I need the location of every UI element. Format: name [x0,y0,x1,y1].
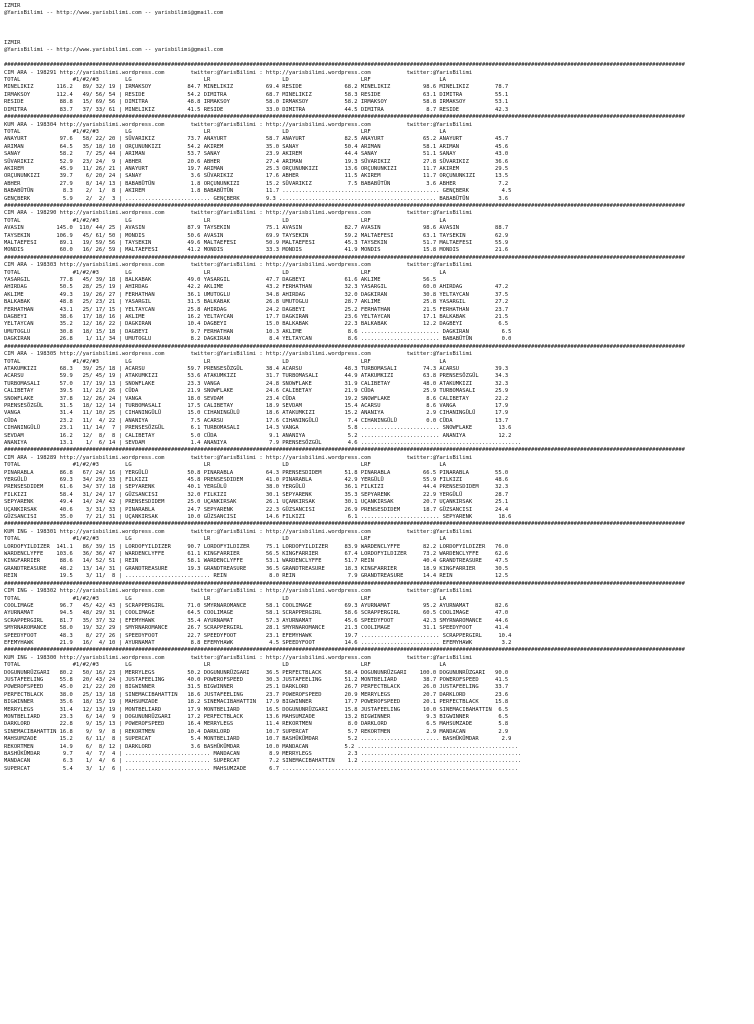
column-headers: TOTAL #1/#2/#3 LG LR LD LRF LA [4,462,446,469]
result-row: AKLIME 49.3 19/ 26/ 27 | FERHATHAN 36.1 UMUTOGLU 34.8 AHIRDAG 32.0 DAGKIRAN 30.8 YELTAYCAN 37.5 [4,291,509,298]
result-row: SMYRNAROMANCE 58.0 19/ 32/ 29 | SMYRNAROMANCE 26.7 SCRAPPERGIRL 28.1 SMYRNAROMANCE 21.3 COOLIMAGE 31.1 SPEEDYFOOT 41.4 [4,625,509,632]
result-row: ANAYURT 97.6 58/ 22/ 20 | SÜVARIKIZ 73.7 ANAYURT 58.7 ANAYURT 82.5 ANAYURT 65.2 ANAYURT 45.7 [4,136,509,143]
result-row: WARDENCLYFFE 103.6 36/ 36/ 47 | WARDENCLYFFE 61.1 KINGFARRIER 56.5 KINGFARRIER 67.4 LORDOFYILDIZER 73.2 WARDENCLYFFE 62.6 [4,551,509,558]
result-row: BIGWINNER 35.6 18/ 15/ 19 | MAHSUMZADE 18.2 SINEMACIBAHATTIN 17.9 BIGWINNER 17.7 POWEROFSPEED 20.1 PERFECTBLACK 15.8 [4,699,509,706]
race-title: CIM ARA - 198290 http://yarisbilimi.wordpress.com twitter:@YarisBilimi : http://yarisbilimi.wordpress.com twitter:@YarisBilimi [4,210,473,217]
result-row: UMUTOGLU 30.8 18/ 15/ 18 | DAGBEYI 9.7 FERHATHAN 10.3 AKLIME 8.6 ........................ DAGKIRAN 6.5 [4,328,512,335]
result-row: PRENSESDIDEM 61.6 34/ 37/ 18 | SEPYARENK 40.1 YERGÜLÜ 38.0 YERGÜLÜ 36.1 FILKIZI 44.4 PRENSESDIDEM 32.3 [4,484,509,491]
header-line [4,55,754,62]
column-headers: TOTAL #1/#2/#3 LG LR LD LRF LA [4,595,446,602]
result-row: SANAY 58.2 7/ 25/ 44 | ARIMAN 53.7 SANAY 23.9 AKIREM 44.4 SANAY 51.1 SANAY 43.0 [4,151,509,158]
result-row: FERHATHAN 43.1 25/ 17/ 15 | YELTAYCAN 25.8 AHIRDAG 24.2 DAGBEYI 25.2 FERHATHAN 21.5 FERHATHAN 23.7 [4,306,509,313]
race-title: CIM ARA - 198289 http://yarisbilimi.wordpress.com twitter:@YarisBilimi : http://yarisbilimi.wordpress.com twitter:@YarisBilimi [4,454,473,461]
result-row: AKIREM 45.9 11/ 26/ 21 | ANAYURT 19.7 ARIMAN 25.3 ORÇUNUNKIZI 13.6 ORÇUNUNKIZI 11.7 AKIREM 29.5 [4,165,509,172]
column-headers: TOTAL #1/#2/#3 LG LR LD LRF LA [4,217,446,224]
separator-line: ################################################################################################################################################################################################################ [4,114,685,121]
result-row: PINARABLA 86.8 67/ 24/ 16 | YERGÜLÜ 50.8 PINARABLA 64.3 PRENSESDIDEM 51.8 PINARABLA 66.5 PINARABLA 55.0 [4,469,509,476]
header-line [4,18,754,25]
result-row: EFEMYHAWK 21.9 16/ 4/ 10 | AYURNAMAT 8.8 EFEMYHAWK 4.5 SPEEDYFOOT 14.6 ........................ EFEMYHAWK 3.2 [4,639,512,646]
header-line [4,25,754,32]
header-line: IZMIR [4,40,21,47]
result-row: BASHÜKÜMDAR 9.7 4/ 7/ 4 | .......................... MANDACAN 8.9 MERRYLEGS 2.3 ................................................. [4,751,522,758]
result-row: JUSTAFEELING 55.8 20/ 43/ 24 | JUSTAFEELING 40.0 POWEROFSPEED 30.3 JUSTAFEELING 51.2 MONTBELIARD 38.7 POWEROFSPEED 41.5 [4,676,509,683]
result-row: YELTAYCAN 35.2 12/ 16/ 22 | DAGKIRAN 10.4 DAGBEYI 15.0 BALKABAK 22.3 BALKABAK 12.2 DAGBEYI 6.5 [4,321,509,328]
result-row: CALIBETAY 39.5 11/ 21/ 26 | CÜDA 21.9 SNOWFLAKE 24.6 CALIBETAY 21.9 CÜDA 25.9 TURBOMASALI 25.9 [4,388,509,395]
result-row: SCRAPPERGIRL 81.7 35/ 37/ 32 | EFEMYHAWK 35.4 AYURNAMAT 57.3 AYURNAMAT 45.6 SPEEDYFOOT 42.3 SMYRNAROMANCE 44.6 [4,617,509,624]
column-headers: TOTAL #1/#2/#3 LG LR LD LRF LA [4,662,446,669]
result-row: DARKLORD 22.8 9/ 15/ 13 | POWEROFSPEED 16.4 MERRYLEGS 11.4 REKORTMEN 8.0 DARKLORD 6.5 MAHSUMZADE 5.8 [4,721,509,728]
result-row: UÇANKIRSAK 40.6 3/ 31/ 33 | PINARABLA 24.7 SEPYARENK 22.3 GÜZSANCISI 26.9 PRENSESDIDEM 18.7 GÜZSANCISI 24.4 [4,506,509,513]
result-row: TAYSEKIN 106.9 45/ 61/ 50 | MONDIS 50.6 AVASIN 69.9 TAYSEKIN 59.2 MALTAEFESI 63.1 TAYSEKIN 62.9 [4,232,509,239]
race-title: CIM ARA - 198303 http://yarisbilimi.wordpress.com twitter:@YarisBilimi : http://yarisbilimi.wordpress.com twitter:@YarisBilimi [4,262,473,269]
result-row: ABHER 27.9 8/ 14/ 13 | BABABÜTÜN 1.8 ORÇUNUNKIZI 15.2 SÜVARIKIZ 7.5 BABABÜTÜN 3.6 ABHER 7.2 [4,180,509,187]
header-line [4,33,754,40]
result-row: BABABÜTÜN 8.3 2/ 1/ 8 | AKIREM 1.8 BABABÜTÜN 11.7 ................................................ GENÇBERK 4.5 [4,188,512,195]
race-title: CIM ARA - 198305 http://yarisbilimi.wordpress.com twitter:@YarisBilimi : http://yarisbilimi.wordpress.com twitter:@YarisBilimi [4,351,473,358]
result-row: SÜVARIKIZ 52.9 23/ 24/ 9 | ABHER 20.6 ABHER 27.4 ARIMAN 19.3 SÜVARIKIZ 27.8 SÜVARIKIZ 36.6 [4,158,509,165]
result-row: MAHSUMZADE 15.2 6/ 11/ 8 | SUPERCAT 5.4 MONTBELIARD 10.7 BASHÜKÜMDAR 5.2 ........................ BASHÜKÜMDAR 2.9 [4,736,512,743]
race-title: KUM ING - 198300 http://yarisbilimi.wordpress.com twitter:@YarisBilimi : http://yarisbilimi.wordpress.com twitter:@YarisBilimi [4,654,473,661]
result-row: SINEMACIBAHATTIN 16.8 9/ 9/ 8 | REKORTMEN 10.4 DARKLORD 10.7 SUPERCAT 5.7 REKORTMEN 2.9 MANDACAN 2.9 [4,728,509,735]
result-row: CIHANINGÜLÜ 23.1 11/ 14/ 7 | PRENSESÖZGÜL 6.1 TURBOMASALI 14.3 VANGA 5.8 ........................ SNOWFLAKE 13.6 [4,425,512,432]
result-row: DIMITRA 83.7 37/ 33/ 61 | MINELIKIZ 41.5 RESIDE 33.0 DIMITRA 44.5 DIMITRA 8.7 RESIDE 42.3 [4,106,509,113]
result-row: DAGBEYI 38.6 17/ 18/ 16 | AKLIME 16.2 YELTAYCAN 17.7 DAGKIRAN 23.6 YELTAYCAN 17.1 BALKABAK 21.5 [4,314,509,321]
result-row: GRANDTREASURE 48.2 13/ 14/ 31 | GRANDTREASURE 19.3 GRANDTREASURE 36.5 GRANDTREASURE 18.3 KINGFARRIER 18.9 KINGFARRIER 30.5 [4,565,509,572]
result-row: PERFECTBLACK 38.0 25/ 13/ 18 | SINEMACIBAHATTIN 18.6 JUSTAFEELING 23.7 POWEROFSPEED 20.9 MERRYLEGS 20.7 DARKLORD 23.6 [4,691,509,698]
result-row: SUPERCAT 5.4 3/ 1/ 6 | .......................... MAHSUMZADE 6.7 ........................................................................ [4,765,518,772]
result-row: ORÇUNUNKIZI 39.7 6/ 20/ 24 | SANAY 3.6 SÜVARIKIZ 17.6 ABHER 11.5 AKIREM 11.7 ORÇUNUNKIZI 13.5 [4,173,509,180]
result-row: YERGÜLÜ 69.3 34/ 29/ 33 | FILKIZI 45.8 PRENSESDIDEM 41.0 PINARABLA 42.9 YERGÜLÜ 55.9 FILKIZI 48.6 [4,477,509,483]
header-line: @YarisBilimi -- http://www.yarisbilimi.com -- yarisbilimi@gmail.com [4,10,224,17]
result-row: GENÇBERK 5.9 2/ 2/ 3 | .......................... GENÇBERK 9.3 ................................................ BABABÜTÜN 3.6 [4,195,509,202]
result-row: MANDACAN 6.3 1/ 4/ 6 | .......................... SUPERCAT 7.2 SINEMACIBAHATTIN 1.2 ................................................. [4,758,522,765]
column-headers: TOTAL #1/#2/#3 LG LR LD LRF LA [4,269,446,276]
result-row: AVASIN 145.0 110/ 44/ 25 | AVASIN 87.9 TAYSEKIN 75.1 AVASIN 82.7 AVASIN 98.6 AVASIN 88.7 [4,225,509,232]
separator-line: ################################################################################################################################################################################################################ [4,254,685,261]
column-headers: TOTAL #1/#2/#3 LG LR LD LRF LA [4,536,446,543]
result-row: REKORTMEN 14.9 6/ 8/ 12 | DARKLORD 3.6 BASHÜKÜMDAR 10.0 MANDACAN 5.2 ................................................. [4,743,518,750]
result-row: VANGA 31.4 11/ 10/ 25 | CIHANINGÜLÜ 15.0 CIHANINGÜLÜ 18.6 ATAKUMKIZI 15.2 ANANIYA 2.9 CIHANINGÜLÜ 17.9 [4,410,509,417]
result-row: AHIRDAG 50.5 28/ 25/ 19 | AHIRDAG 42.2 AKLIME 43.2 FERHATHAN 32.3 YASARGIL 60.0 AHIRDAG 47.2 [4,284,509,291]
result-row: CÜDA 23.2 11/ 4/ 22 | ANANIYA 7.5 ACARSU 17.6 CIHANINGÜLÜ 7.4 CIHANINGÜLÜ 0.0 CÜDA 13.7 [4,417,509,424]
header-line: IZMIR [4,3,21,9]
race-title: KUM ING - 198301 http://yarisbilimi.wordpress.com twitter:@YarisBilimi : http://yarisbilimi.wordpress.com twitter:@YarisBilimi [4,528,473,535]
result-row: DOGUNUNRÜZGARI 80.2 50/ 16/ 23 | MERRYLEGS 50.2 DOGUNUNRÜZGARI 36.5 PERFECTBLACK 58.4 DOGUNUNRÜZGARI 100.0 DOGUNUNRÜZGARI 90.0 [4,669,509,676]
result-row: POWEROFSPEED 45.0 21/ 22/ 20 | BIGWINNER 31.5 BIGWINNER 25.1 DARKLORD 26.7 PERFECTBLACK 26.0 JUSTAFEELING 33.7 [4,684,509,691]
column-headers: TOTAL #1/#2/#3 LG LR LD LRF LA [4,358,446,365]
race-title: KUM ARA - 198304 http://yarisbilimi.wordpress.com twitter:@YarisBilimi : http://yarisbilimi.wordpress.com twitter:@YarisBilimi [4,121,473,128]
result-row: FILKIZI 58.4 31/ 24/ 17 | GÜZSANCISI 32.0 FILKIZI 30.1 SEPYARENK 35.3 SEPYARENK 22.9 YERGÜLÜ 28.7 [4,491,509,498]
separator-line: ################################################################################################################################################################################################################ [4,580,685,587]
column-headers: TOTAL #1/#2/#3 LG LR LD LRF LA [4,77,446,84]
result-row: LORDOFYILDIZER 141.1 86/ 39/ 15 | LORDOFYILDIZER 90.7 LORDOFYILDIZER 75.1 LORDOFYILDIZER 83.9 WARDENCLYFFE 82.2 LORDOFYILDIZER 76.0 [4,543,509,550]
result-row: TURBOMASALI 57.0 17/ 19/ 13 | SNOWFLAKE 23.3 VANGA 24.8 SNOWFLAKE 31.9 CALIBETAY 48.0 ATAKUMKIZI 32.3 [4,380,509,387]
separator-line: ################################################################################################################################################################################################################ [4,62,685,69]
result-row: ANANIYA 13.1 1/ 6/ 14 | SEVDAM 1.4 ANANIYA 7.9 PRENSESÖZGÜL 4.6 ................................................. [4,439,522,446]
result-row: COOLIMAGE 96.7 45/ 42/ 43 | SCRAPPERGIRL 71.0 SMYRNAROMANCE 58.1 COOLIMAGE 69.3 AYURNAMAT 95.2 AYURNAMAT 82.6 [4,602,509,609]
header-line: @YarisBilimi -- http://www.yarisbilimi.com -- yarisbilimi@gmail.com [4,47,224,54]
result-row: RESIDE 88.8 15/ 69/ 56 | DIMITRA 48.8 IRMAKSOY 58.0 IRMAKSOY 58.2 IRMAKSOY 58.8 IRMAKSOY 53.1 [4,99,509,106]
result-row: GÜZSANCISI 35.0 7/ 21/ 31 | UÇANKIRSAK 10.0 GÜZSANCISI 14.6 FILKIZI 6.1 ........................ SEPYARENK 18.6 [4,514,512,521]
result-row: MONTBELIARD 23.3 6/ 14/ 9 | DOGUNUNRÜZGARI 17.2 PERFECTBLACK 13.6 MAHSUMZADE 13.2 BIGWINNER 9.3 BIGWINNER 6.5 [4,714,509,720]
separator-line: ################################################################################################################################################################################################################ [4,521,685,528]
separator-line: ################################################################################################################################################################################################################ [4,202,685,209]
race-title: CIM ARA - 198291 http://yarisbilimi.wordpress.com twitter:@YarisBilimi : http://yarisbilimi.wordpress.com twitter:@YarisBilimi [4,69,473,76]
result-row: ARIMAN 64.5 35/ 18/ 10 | ORÇUNUNKIZI 54.2 AKIREM 35.0 SANAY 50.4 ARIMAN 58.1 ARIMAN 45.6 [4,143,509,150]
result-row: ATAKUMKIZI 68.3 39/ 25/ 18 | ACARSU 59.7 PRENSESÖZGÜL 38.4 ACARSU 48.3 TURBOMASALI 74.3 ACARSU 39.3 [4,365,509,372]
result-row: MONDIS 60.0 16/ 26/ 59 | MALTAEFESI 41.2 MONDIS 33.3 MONDIS 41.9 MONDIS 15.8 MONDIS 21.6 [4,247,509,254]
result-row: YASARGIL 77.8 45/ 39/ 18 | BALKABAK 49.0 YASARGIL 47.7 DAGBEYI 61.6 AKLIME 56.5 [4,277,437,284]
result-row: KINGFARRIER 88.6 14/ 52/ 51 | REIN 58.1 WARDENCLYFFE 53.1 WARDENCLYFFE 51.7 REIN 40.4 GRANDTREASURE 47.5 [4,558,509,565]
result-row: SEPYARENK 49.4 14/ 24/ 42 | PRENSESDIDEM 25.0 UÇANKIRSAK 26.1 UÇANKIRSAK 30.1 UÇANKIRSAK 20.7 UÇANKIRSAK 25.1 [4,499,509,506]
result-row: SNOWFLAKE 37.8 12/ 26/ 24 | VANGA 18.0 SEVDAM 23.4 CÜDA 19.2 SNOWFLAKE 8.6 CALIBETAY 22.2 [4,395,509,402]
column-headers: TOTAL #1/#2/#3 LG LR LD LRF LA [4,128,446,135]
result-row: DAGKIRAN 26.8 1/ 11/ 34 | UMUTOGLU 8.2 DAGKIRAN 8.4 YELTAYCAN 8.6 ........................ BABABÜTÜN 0.0 [4,336,512,343]
result-row: MINELIKIZ 116.2 89/ 32/ 19 | IRMAKSOY 84.7 MINELIKIZ 69.4 RESIDE 68.2 MINELIKIZ 98.6 MINELIKIZ 78.7 [4,84,509,91]
separator-line: ################################################################################################################################################################################################################ [4,343,685,350]
race-title: CIM ING - 198302 http://yarisbilimi.wordpress.com twitter:@YarisBilimi : http://yarisbilimi.wordpress.com twitter:@YarisBilimi [4,588,473,595]
separator-line: ################################################################################################################################################################################################################ [4,447,685,454]
result-row: AYURNAMAT 94.5 48/ 29/ 31 | COOLIMAGE 64.5 COOLIMAGE 58.1 SCRAPPERGIRL 58.6 SCRAPPERGIRL 60.5 COOLIMAGE 47.0 [4,610,509,617]
result-row: MALTAEFESI 89.1 19/ 59/ 56 | TAYSEKIN 49.6 MALTAEFESI 50.9 MALTAEFESI 45.3 TAYSEKIN 51.7 MALTAEFESI 55.9 [4,240,509,246]
result-row: IRMAKSOY 112.4 49/ 56/ 54 | RESIDE 54.2 DIMITRA 68.7 MINELIKIZ 58.3 RESIDE 63.1 DIMITRA 55.1 [4,91,509,98]
result-row: MERRYLEGS 31.4 12/ 13/ 19 | MONTBELIARD 17.9 MONTBELIARD 16.5 DOGUNUNRÜZGARI 15.8 JUSTAFEELING 10.0 SINEMACIBAHATTIN 6.5 [4,706,509,713]
result-row: SPEEDYFOOT 48.3 8/ 27/ 26 | SPEEDYFOOT 22.7 SPEEDYFOOT 23.1 EFEMYHAWK 19.7 ........................ SCRAPPERGIRL 10.4 [4,632,512,639]
result-row: BALKABAK 48.8 25/ 23/ 21 | YASARGIL 31.5 BALKABAK 26.8 UMUTOGLU 28.7 AKLIME 25.8 YASARGIL 27.2 [4,299,509,306]
result-row: PRENSESÖZGÜL 31.5 18/ 12/ 14 | TURBOMASALI 17.5 CALIBETAY 18.9 SEVDAM 15.4 ACARSU 8.6 VANGA 17.9 [4,402,509,409]
result-row: ACARSU 59.9 25/ 45/ 19 | ATAKUMKIZI 53.6 ATAKUMKIZI 31.7 TURBOMASALI 44.9 ATAKUMKIZI 63.8 PRENSESÖZGÜL 34.3 [4,373,509,380]
result-row: REIN 19.5 3/ 11/ 8 | .......................... REIN 8.0 REIN 7.9 GRANDTREASURE 14.4 REIN 12.5 [4,573,509,580]
separator-line: ################################################################################################################################################################################################################ [4,647,685,654]
result-row: SEVDAM 16.2 12/ 8/ 8 | CALIBETAY 5.0 CÜDA 9.1 ANANIYA 5.2 ........................ ANANIYA 12.2 [4,432,512,439]
